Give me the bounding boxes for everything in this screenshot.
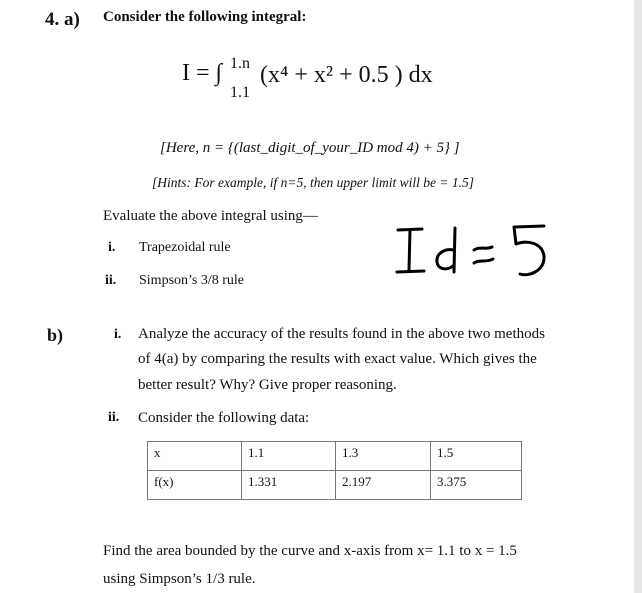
- table-cell: 1.3: [336, 442, 431, 471]
- table-cell: f(x): [148, 471, 242, 500]
- find-line-1: Find the area bounded by the curve and x-axis from x= 1.1 to x = 1.5: [103, 543, 517, 559]
- table-cell: x: [148, 442, 242, 471]
- integrand: (x⁴ + x² + 0.5 ) dx: [260, 62, 433, 88]
- table-row: [148, 442, 522, 471]
- table-cell: 1.1: [242, 442, 336, 471]
- part-2-text: Consider the following data:: [138, 410, 310, 426]
- hint-text: [Hints: For example, if n=5, then upper limit will be = 1.5]: [152, 175, 474, 190]
- method-2-number: ii.: [105, 273, 117, 288]
- table-cell: 3.375: [431, 471, 522, 500]
- upper-limit: 1.n: [230, 55, 250, 72]
- question-intro: Consider the following integral:: [103, 9, 307, 25]
- method-1-text: Trapezoidal rule: [139, 240, 231, 255]
- method-2-text: Simpson’s 3/8 rule: [139, 273, 245, 288]
- lower-limit: 1.1: [230, 84, 250, 101]
- table-cell: 2.197: [336, 471, 431, 500]
- part-2-number: ii.: [108, 410, 120, 425]
- scrollbar[interactable]: [634, 0, 642, 593]
- part-1-line-1: Analyze the accuracy of the results found in the above two methods: [138, 326, 545, 342]
- integral-formula: [182, 60, 222, 87]
- table-cell: 1.5: [431, 442, 522, 471]
- method-1-number: i.: [108, 240, 116, 255]
- handwritten-id-annotation: [392, 220, 572, 285]
- part-1-number: i.: [114, 327, 122, 342]
- formula-lhs: I = ∫: [182, 60, 223, 86]
- part-1-line-2: of 4(a) by comparing the results with exact value. Which gives the: [138, 351, 537, 367]
- table-row: [148, 471, 522, 500]
- evaluate-text: Evaluate the above integral using—: [103, 208, 318, 224]
- question-label-b: b): [47, 325, 64, 345]
- table-cell: 1.331: [242, 471, 336, 500]
- question-label-4a: 4. a): [45, 9, 80, 30]
- part-1-line-3: better result? Why? Give proper reasoning.: [138, 377, 397, 393]
- note-text: [Here, n = {(last_digit_of_your_ID mod 4) + 5} ]: [160, 140, 460, 156]
- find-line-2: using Simpson’s 1/3 rule.: [103, 571, 256, 587]
- data-table: [147, 441, 522, 500]
